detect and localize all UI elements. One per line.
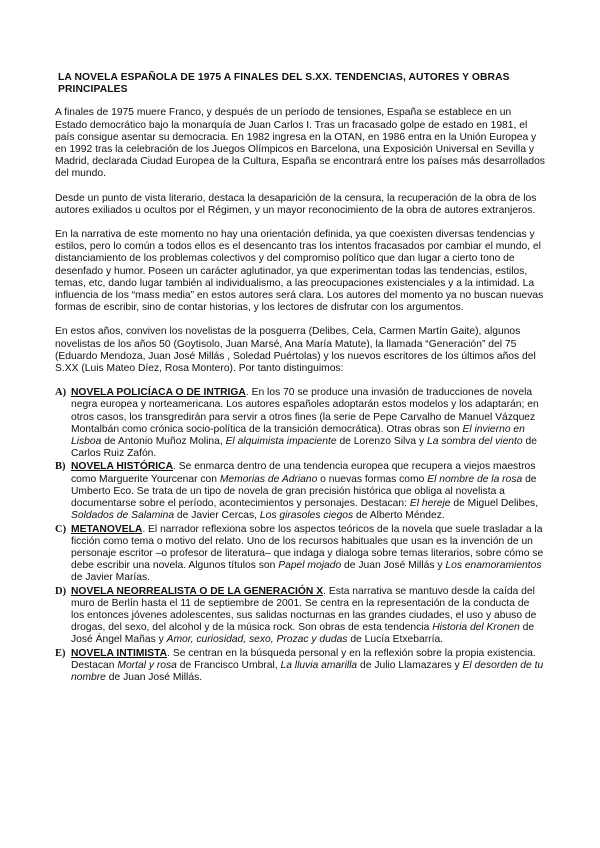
- item-text-segment: de Miguel Delibes,: [450, 498, 539, 510]
- work-title: Papel mojado: [278, 560, 342, 572]
- work-title: El desorden de tu nombre: [71, 659, 544, 683]
- paragraph-authors: En estos años, conviven los novelistas de la posguerra (Delibes, Cela, Carmen Martín Gaite), algunos novelistas de los años 50 (Goytisolo, Juan Marsé, Ana María Matute), la llamada “Generación” del 75 (Eduardo Mendoza, Juan José Millás , Soledad Puértolas) y los nuevos escritores de los últimos años del S.XX (Luis Mateo Díez, Rosa Montero). Por tanto distinguimos:: [55, 326, 536, 375]
- item-text-segment: de Umberto Eco. Se trata de un tipo de novela de gran precisión histórica que obliga al novelista a documentarse sobre el período, acontecimientos y personajes. Destacan:: [71, 473, 537, 510]
- list-item-body: [71, 586, 545, 647]
- list-item-body: [71, 524, 545, 585]
- list-item-letter: C): [55, 523, 67, 535]
- work-title: El nombre de la rosa: [427, 473, 523, 485]
- work-title: Soldados de Salamina: [71, 510, 175, 522]
- item-text-segment: de Antonio Muñoz Molina,: [101, 436, 226, 448]
- work-title: Memorias de Adriano: [219, 473, 318, 485]
- paragraph-narrative-trends: En la narrativa de este momento no hay una orientación definida, ya que coexisten diversas tendencias y estilos, pero lo común a todos ellos es el desencanto tras los intentos fracasados por cambiar el mundo, el distanciamiento de los problemas colectivos y del compromiso político que dan lugar a cierto tono de desenfado y humor. Poseen un carácter aglutinador, ya que experimentan todas las tendencias, estilos, temas, etc, dando lugar también al individualismo, a las preocupaciones existenciales y a la intimidad. La influencia de los “mass media” en estos autores será clara. Los autores del momento ya no buscan nuevas formas de escribir, sino de contar historias, y los lectores de disfrutar con los argumentos.: [55, 229, 544, 314]
- item-text-segment: de Lucía Etxebarría.: [347, 634, 444, 646]
- list-item-body: [71, 461, 545, 522]
- list-item: [55, 387, 545, 460]
- document-page: [55, 72, 545, 685]
- item-text-segment: . Se enmarca dentro de una tendencia europea que recupera a viejos maestros como Marguerite Yourcenar con: [71, 461, 536, 485]
- item-text-segment: de Juan José Millás y: [341, 560, 446, 572]
- list-item: [55, 524, 545, 585]
- document-title: LA NOVELA ESPAÑOLA DE 1975 A FINALES DEL S.XX. TENDENCIAS, AUTORES Y OBRAS PRINCIPALES: [58, 72, 510, 96]
- item-text-segment: de Lorenzo Silva y: [336, 436, 428, 448]
- item-text-segment: de Javier Cercas,: [174, 510, 260, 522]
- item-text-segment: de Julio Llamazares y: [357, 659, 463, 671]
- item-text-segment: de Javier Marías.: [71, 572, 150, 584]
- paragraph-historical-context: A finales de 1975 muere Franco, y después de un período de tensiones, España se establece en un Estado democrático bajo la monarquía de Juan Carlos I. Tras un fracasado golpe de estado en 1981, el país consigue asentar su democracia. En 1982 ingresa en la OTAN, en 1986 entra en la Unión Europea y en 1992 tras la celebración de los Juegos Olímpicos en Barcelona, una Exposición Universal en Sevilla y Madrid, declarada Ciudad Europea de la Cultura, España se encontrará entre los países más desarrollados del mundo.: [55, 107, 545, 180]
- work-title: Los enamoramientos: [445, 560, 542, 572]
- item-text-segment: . En los 70 se produce una invasión de traducciones de novela negra europea y norteamericana. Los autores españoles adoptarán estos modelos y los adaptarán; en otros casos, los transgredirán para servir a otros fines (la serie de Pepe Carvalho de Manuel Vázquez Montalbán como crónica socio-política de la transición democrática). Otras obras son: [71, 387, 539, 435]
- work-title: El hereje: [409, 498, 451, 510]
- list-item-heading: METANOVELA: [71, 523, 143, 535]
- item-text-segment: de Alberto Méndez.: [353, 510, 445, 522]
- list-item: [55, 648, 545, 685]
- list-item-heading: NOVELA HISTÓRICA: [71, 461, 174, 473]
- item-text-segment: . Esta narrativa se mantuvo desde la caída del muro de Berlín hasta el 11 de septiembre de 2001. Se centra en la representación de la conducta de los entonces jóvenes adolescentes, sus salidas nocturnas en las grandes ciudades, el uso y abuso de drogas, del sexo, del alcohol y de la música rock. Son obras de esta tendencia: [71, 585, 537, 634]
- list-item: [55, 461, 545, 522]
- work-title: La sombra del viento: [427, 436, 523, 448]
- list-item-heading: NOVELA NEORREALISTA O DE LA GENERACIÓN X: [71, 585, 324, 597]
- list-item-body: [71, 387, 545, 460]
- list-item-heading: NOVELA POLICÍACA O DE INTRIGA: [71, 387, 246, 399]
- tendencies-list: [55, 387, 545, 684]
- item-text-segment: de José Ángel Mañas y: [71, 622, 535, 646]
- item-text-segment: de Carlos Ruiz Zafón.: [71, 436, 537, 460]
- paragraph-literary-context: Desde un punto de vista literario, destaca la desaparición de la censura, la recuperación de la obra de los autores exiliados u ocultos por el Régimen, y un mayor reconocimiento de la obra de autores extranjeros.: [55, 192, 537, 216]
- item-text-segment: o nuevas formas como: [317, 473, 428, 485]
- item-text-segment: . El narrador reflexiona sobre los aspectos teóricos de la novela que suele trasladar a la ficción como tema o motivo del relato. Uno de los recursos habituales que usan es la invención de un personaje escritor –o profesor de literatura– que indaga y dialoga sobre temas literarios, sobre cómo se debe escribir una novela. Algunos títulos son: [71, 523, 544, 572]
- work-title: La lluvia amarilla: [280, 659, 358, 671]
- work-title: El invierno en Lisboa: [71, 423, 525, 448]
- list-item-text: [71, 524, 543, 584]
- list-item-letter: D): [55, 585, 67, 597]
- list-item: [55, 586, 545, 647]
- list-item-body: [71, 648, 545, 685]
- list-item-letter: E): [55, 647, 66, 659]
- work-title: Amor, curiosidad, sexo, Prozac y dudas: [166, 634, 348, 646]
- work-title: El alquimista impaciente: [225, 436, 337, 448]
- list-item-letter: A): [55, 387, 67, 399]
- list-item-letter: B): [55, 461, 66, 473]
- item-text-segment: de Francisco Umbral,: [176, 659, 281, 671]
- work-title: Historia del Kronen: [432, 622, 520, 634]
- work-title: Mortal y rosa: [117, 659, 177, 671]
- work-title: Los girasoles ciegos: [259, 510, 354, 522]
- item-text-segment: de Juan José Millás.: [105, 671, 203, 683]
- list-item-heading: NOVELA INTIMISTA: [71, 647, 168, 659]
- item-text-segment: . Se centran en la búsqueda personal y en la reflexión sobre la propia existencia. Destacan: [71, 647, 536, 671]
